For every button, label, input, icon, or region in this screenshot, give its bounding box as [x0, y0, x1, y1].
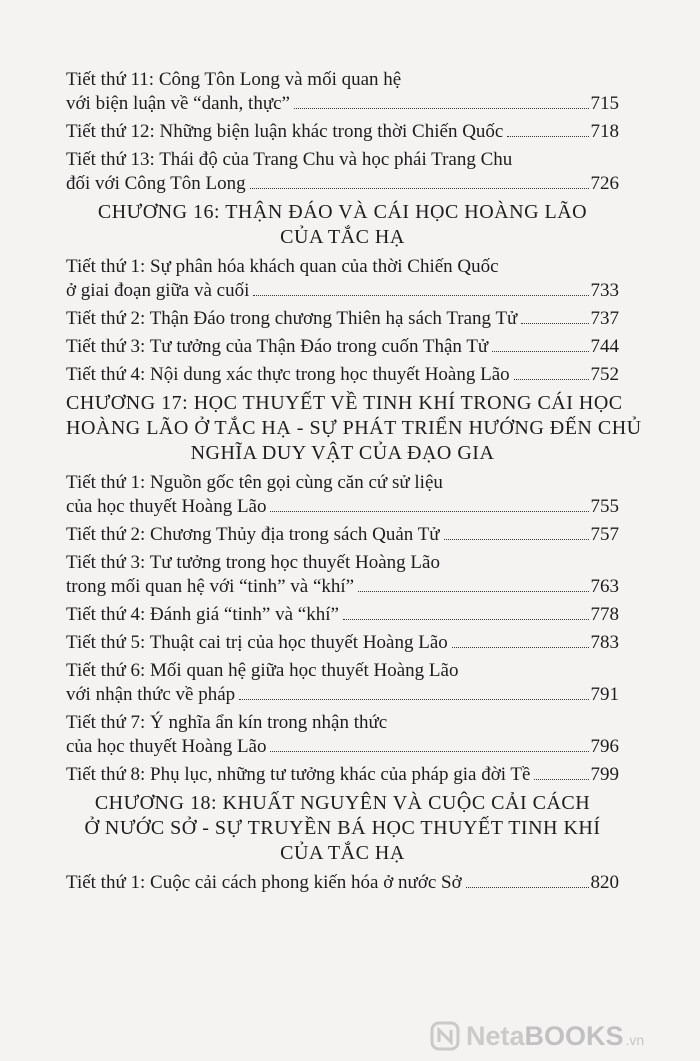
toc-entry-line: Tiết thứ 3: Tư tưởng trong học thuyết Hoàng Lão: [66, 552, 440, 573]
toc-entry-line: Tiết thứ 2: Chương Thủy địa trong sách Quản Tử: [66, 524, 440, 545]
toc-entry-line: Tiết thứ 6: Mối quan hệ giữa học thuyết Hoàng Lão: [66, 660, 459, 681]
toc-entry-line: Tiết thứ 12: Những biện luận khác trong thời Chiến Quốc: [66, 121, 504, 142]
page-number: 799: [590, 764, 619, 785]
toc-entry: [66, 148, 619, 196]
page-number: 718: [590, 121, 619, 142]
chapter-heading-line: CHƯƠNG 17: HỌC THUYẾT VỀ TINH KHÍ TRONG CÁI HỌC: [66, 392, 623, 414]
toc-entry-line: của học thuyết Hoàng Lão: [66, 736, 267, 757]
toc-entry-line: của học thuyết Hoàng Lão: [66, 496, 267, 517]
page-number: 737: [590, 308, 619, 329]
toc-entry-line: Tiết thứ 5: Thuật cai trị của học thuyết Hoàng Lão: [66, 632, 448, 653]
toc-entry-line: Tiết thứ 11: Công Tôn Long và mối quan hệ: [66, 69, 402, 90]
toc-entry-line: Tiết thứ 3: Tư tưởng của Thận Đáo trong cuốn Thận Tử: [66, 336, 489, 357]
page-number: 783: [590, 632, 619, 653]
dot-leader: [534, 779, 588, 780]
dot-leader: [452, 647, 589, 648]
toc-entry-line: Tiết thứ 4: Nội dung xác thực trong học thuyết Hoàng Lão: [66, 364, 510, 385]
toc-entry-line: Tiết thứ 2: Thận Đáo trong chương Thiên hạ sách Trang Tử: [66, 308, 518, 329]
toc-entry: [66, 523, 619, 547]
page-number: 763: [590, 576, 619, 597]
toc-entry-line: Tiết thứ 1: Nguồn gốc tên gọi cùng căn cứ sử liệu: [66, 472, 443, 493]
toc-entry: [66, 363, 619, 387]
dot-leader: [270, 751, 588, 752]
dot-leader: [343, 619, 589, 620]
page-number: 755: [590, 496, 619, 517]
page-number: 733: [590, 280, 619, 301]
toc-entry: [66, 871, 619, 895]
watermark-brand: [466, 1021, 624, 1052]
netabooks-logo-icon: [430, 1021, 460, 1051]
toc-entry-line: Tiết thứ 1: Sự phân hóa khách quan của thời Chiến Quốc: [66, 256, 499, 277]
chapter-heading: [66, 791, 619, 866]
dot-leader: [514, 379, 589, 380]
toc-entry: [66, 631, 619, 655]
dot-leader: [492, 351, 588, 352]
page-number: 791: [590, 684, 619, 705]
dot-leader: [521, 323, 588, 324]
page-number: 744: [590, 336, 619, 357]
toc-entry-line: Tiết thứ 13: Thái độ của Trang Chu và học phái Trang Chu: [66, 149, 513, 170]
chapter-heading: [66, 200, 619, 250]
toc-entry: [66, 763, 619, 787]
chapter-heading-line: CỦA TẮC HẠ: [280, 842, 405, 864]
brand-suffix: .vn: [625, 1032, 645, 1048]
watermark-logo: [430, 1014, 698, 1058]
brand-part-a: Neta: [466, 1020, 525, 1051]
table-of-contents: [66, 68, 642, 899]
toc-entry: [66, 471, 619, 519]
toc-entry: [66, 711, 619, 759]
toc-entry: [66, 307, 619, 331]
page-number: 726: [590, 173, 619, 194]
toc-entry-line: Tiết thứ 7: Ý nghĩa ẩn kín trong nhận thức: [66, 712, 388, 733]
dot-leader: [294, 108, 589, 109]
toc-entry: [66, 659, 619, 707]
page-number: 796: [590, 736, 619, 757]
chapter-heading-line: HOÀNG LÃO Ở TẮC HẠ - SỰ PHÁT TRIỂN HƯỚNG ĐẾN CHỦ: [66, 417, 642, 439]
chapter-heading-line: Ở NƯỚC SỞ - SỰ TRUYỀN BÁ HỌC THUYẾT TINH KHÍ: [84, 817, 601, 839]
dot-leader: [507, 136, 588, 137]
chapter-heading-line: CỦA TẮC HẠ: [280, 226, 405, 248]
toc-entry-line: đối với Công Tôn Long: [66, 173, 246, 194]
page-number: 715: [590, 93, 619, 114]
toc-entry: [66, 603, 619, 627]
toc-entry: [66, 551, 619, 599]
dot-leader: [444, 539, 589, 540]
dot-leader: [239, 699, 588, 700]
page-number: 752: [590, 364, 619, 385]
toc-entry: [66, 335, 619, 359]
page-number: 820: [590, 872, 619, 893]
dot-leader: [270, 511, 588, 512]
toc-entry: [66, 255, 619, 303]
toc-entry-line: Tiết thứ 4: Đánh giá “tinh” và “khí”: [66, 604, 339, 625]
toc-entry-line: với nhận thức về pháp: [66, 684, 236, 705]
chapter-heading-line: CHƯƠNG 18: KHUẤT NGUYÊN VÀ CUỘC CẢI CÁCH: [94, 792, 591, 814]
toc-entry-line: với biện luận về “danh, thực”: [66, 93, 290, 114]
toc-entry: [66, 120, 619, 144]
toc-entry-line: Tiết thứ 8: Phụ lục, những tư tưởng khác của pháp gia đời Tề: [66, 764, 531, 785]
brand-part-b: BOOKS: [524, 1020, 624, 1051]
toc-entry-line: Tiết thứ 1: Cuộc cải cách phong kiến hóa ở nước Sở: [66, 872, 462, 893]
dot-leader: [253, 295, 588, 296]
page-number: 757: [590, 524, 619, 545]
chapter-heading-line: NGHĨA DUY VẬT CỦA ĐẠO GIA: [190, 442, 495, 464]
page-number: 778: [590, 604, 619, 625]
toc-entry-line: trong mối quan hệ với “tinh” và “khí”: [66, 576, 355, 597]
dot-leader: [358, 591, 588, 592]
toc-entry-line: ở giai đoạn giữa và cuối: [66, 280, 250, 301]
dot-leader: [466, 887, 589, 888]
toc-entry: [66, 68, 619, 116]
dot-leader: [250, 188, 589, 189]
chapter-heading: [66, 391, 642, 466]
chapter-heading-line: CHƯƠNG 16: THẬN ĐÁO VÀ CÁI HỌC HOÀNG LÃO: [97, 201, 588, 223]
